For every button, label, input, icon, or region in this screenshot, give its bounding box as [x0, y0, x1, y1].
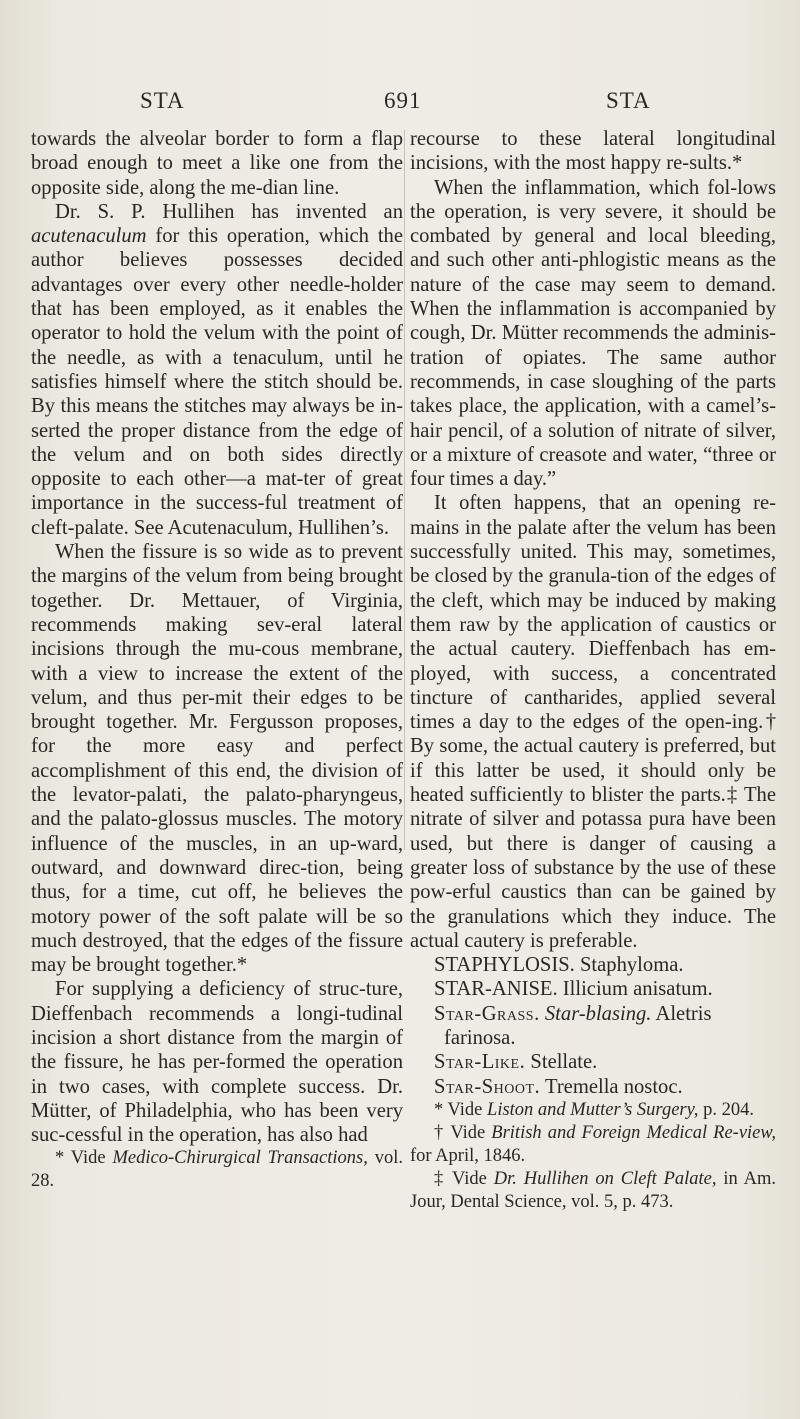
dictionary-entry: [410, 1002, 776, 1051]
entry-head: Star-Shoot.: [434, 1075, 541, 1098]
paragraph: recourse to these lateral longitudinal incisions, with the most happy re-sults.*: [410, 128, 776, 175]
entry-synonym: Star-blasing.: [539, 1002, 652, 1025]
dictionary-entry: [410, 1075, 776, 1099]
footnote-mark: * Vide: [434, 1099, 488, 1120]
dictionary-entry: [410, 1050, 776, 1074]
footnote-rest: p. 204.: [698, 1099, 754, 1120]
right-column: [410, 127, 776, 1214]
header-left-guide-word: STA: [140, 88, 185, 113]
entry-head: Star-Grass.: [434, 1002, 540, 1025]
page-number: 691: [384, 88, 422, 113]
paragraph: When the fissure is so wide as to prevent the margins of the velum from being brought together. Dr. Mettauer, of Virginia, recommends making sev-eral lateral incisions through the mu-cous membrane, with a view to increase the extent of the velum, and thus per-mit their edges to be brought together. Mr. Fergusson proposes, for the more easy and perfect accomplishment of this end, the division of the levator-palati, the palato-pharyngeus, and the palato-glossus muscles. The motory influence of the muscles, in an up-ward, outward, and downward direc-tion, being thus, for a time, cut off, he believes the motory power of the soft palate will be so much destroyed, that the edges of the fissure may be brought together.*: [31, 541, 403, 977]
paragraph: [31, 200, 403, 540]
paragraph: For supplying a deficiency of struc-ture, Dieffenbach recommends a longi-tudinal incision a short distance from the margin of the fissure, he has per-formed the operation in two cases, with complete success. Dr. Mütter, of Philadelphia, who has been very suc-cessful in the operation, has also had: [31, 978, 403, 1147]
dictionary-entry: [410, 953, 776, 977]
header-right-guide-word: STA: [606, 88, 651, 113]
footnote-mark: * Vide: [55, 1148, 113, 1169]
italic-term: acutenaculum: [31, 225, 147, 248]
footnote: [31, 1147, 403, 1193]
entry-body: Tremella nostoc.: [540, 1075, 683, 1098]
entry-head: STAR-ANISE.: [434, 978, 558, 1001]
footnote-title: British and Foreign Medical Re-view,: [491, 1122, 776, 1143]
entry-body: Aletris farinosa.: [444, 1002, 712, 1049]
footnote-rest: vol. 28.: [31, 1148, 403, 1192]
dictionary-entry: [410, 977, 776, 1001]
footnote: [410, 1099, 776, 1122]
footnote-rest: for April, 1846.: [410, 1145, 526, 1166]
left-column: [31, 127, 403, 1193]
footnote-mark: † Vide: [434, 1122, 492, 1143]
entry-body: Staphyloma.: [574, 954, 684, 977]
text-run: Dr. S. P. Hullihen has invented an: [55, 200, 403, 223]
text-run: for this operation, which the author believes possesses decided advantages over every other needle-holder that has been employed, as it enables the operator to hold the velum with the point of the needle, as with a tenaculum, until he satisfies himself where the stitch should be. By this means the stitches may always be in-serted the proper distance from the edge of the velum and on both sides directly opposite to each other—a mat-ter of great importance in the success-ful treatment of cleft-palate. See Acutenaculum, Hullihen’s.: [31, 225, 403, 539]
paragraph: towards the alveolar border to form a flap broad enough to meet a like one from the opposite side, along the me-dian line.: [31, 128, 403, 199]
footnote-title: Dr. Hullihen on Cleft Palate,: [493, 1168, 717, 1189]
footnote-mark: ‡ Vide: [434, 1168, 494, 1189]
entry-body: Stellate.: [525, 1051, 598, 1074]
footnote-title: Liston and Mutter’s Surgery,: [487, 1099, 699, 1120]
footnote-rest: in Am. Jour, Dental Science, vol. 5, p. 473.: [410, 1168, 776, 1212]
column-divider: [404, 130, 405, 850]
entry-head: STAPHYLOSIS.: [434, 954, 575, 977]
entry-head: Star-Like.: [434, 1051, 526, 1074]
footnote: [410, 1122, 776, 1168]
entry-body: Illicium anisatum.: [557, 978, 713, 1001]
paragraph: When the inflammation, which fol-lows the operation, is very severe, it should be combated by general and local bleeding, and such other anti-phlogistic means as the nature of the case may seem to demand. When the inflammation is accompanied by cough, Dr. Mütter recommends the adminis-tration of opiates. The same author recommends, in case sloughing of the parts takes place, the application, with a camel’s-hair pencil, of a solution of nitrate of silver, or a mixture of creasote and water, “three or four times a day.”: [410, 176, 776, 491]
footnote-title: Medico-Chirurgical Transactions,: [112, 1148, 368, 1169]
running-header: [0, 88, 800, 124]
footnote: [410, 1168, 776, 1214]
paragraph: It often happens, that an opening re-mains in the palate after the velum has been successfully united. This may, sometimes, be closed by the granula-tion of the edges of the cleft, which may be induced by making them raw by the application of caustics or the actual cautery. Dieffenbach has em-ployed, with success, a concentrated tincture of cantharides, applied several times a day to the edges of the open-ing.† By some, the actual cautery is preferred, but if this latter be used, it should only be heated sufficiently to blister the parts.‡ The nitrate of silver and potassa pura have been used, but there is danger of causing a greater loss of substance by the use of these pow-erful caustics than can be gained by the granulations which they induce. The actual cautery is preferable.: [410, 492, 776, 952]
